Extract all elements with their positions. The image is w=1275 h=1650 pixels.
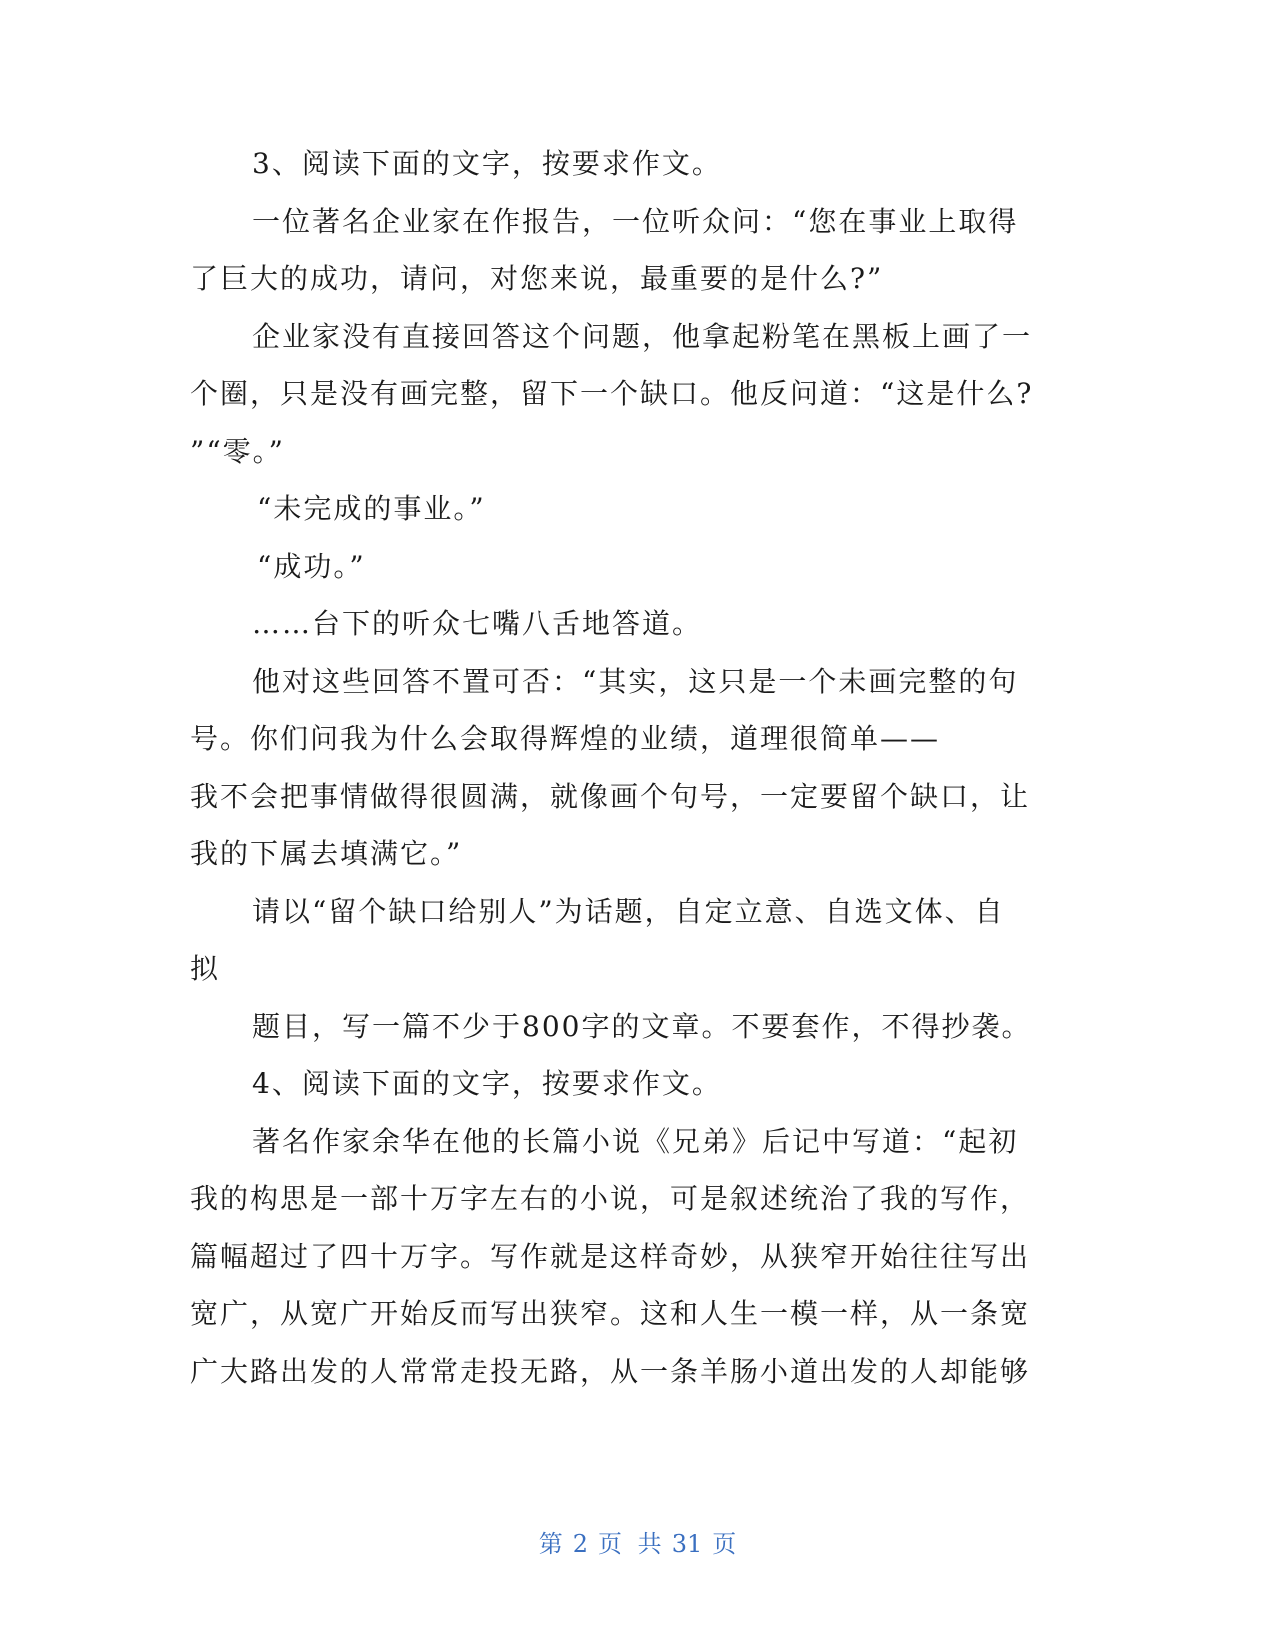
text-line: 企业家没有直接回答这个问题，他拿起粉笔在黑板上画了一	[252, 320, 1033, 353]
footer-middle: 页 共	[598, 1530, 662, 1558]
footer-suffix: 页	[712, 1530, 737, 1558]
text-line: 拟	[190, 952, 221, 985]
footer-total-pages: 31	[671, 1530, 703, 1558]
text-line: 4、阅读下面的文字，按要求作文。	[252, 1067, 722, 1100]
text-line: 广大路出发的人常常走投无路，从一条羊肠小道出发的人却能够	[190, 1355, 1031, 1388]
text-line: 宽广，从宽广开始反而写出狭窄。这和人生一模一样，从一条宽	[190, 1297, 1031, 1330]
text-line: 我的构思是一部十万字左右的小说，可是叙述统治了我的写作，	[190, 1182, 1031, 1215]
footer-page-number: 2	[572, 1530, 589, 1558]
text-line: ”“零。”	[190, 435, 285, 468]
text-line: 我的下属去填满它。”	[190, 837, 463, 870]
text-line: 我不会把事情做得很圆满，就像画个句号，一定要留个缺口，让	[190, 780, 1031, 813]
text-line: 题目，写一篇不少于800字的文章。不要套作，不得抄袭。	[252, 1010, 1032, 1043]
text-line: ……台下的听众七嘴八舌地答道。	[252, 607, 703, 640]
text-line: 一位著名企业家在作报告，一位听众问：“您在事业上取得	[252, 205, 1019, 238]
text-line: “未完成的事业。”	[257, 492, 486, 525]
text-line: 著名作家余华在他的长篇小说《兄弟》后记中写道：“起初	[252, 1125, 1019, 1158]
footer-prefix: 第	[538, 1530, 563, 1558]
text-line: 他对这些回答不置可否：“其实，这只是一个未画完整的句	[252, 665, 1019, 698]
text-line: 3、阅读下面的文字，按要求作文。	[252, 147, 722, 180]
text-line: 篇幅超过了四十万字。写作就是这样奇妙，从狭窄开始往往写出	[190, 1240, 1031, 1273]
page-footer	[0, 1528, 1275, 1560]
text-line: 个圈，只是没有画完整，留下一个缺口。他反问道：“这是什么?	[190, 377, 1034, 410]
text-line: 了巨大的成功，请问，对您来说，最重要的是什么?”	[190, 262, 884, 295]
text-line: 号。你们问我为什么会取得辉煌的业绩，道理很简单——	[190, 722, 941, 755]
text-line: “成功。”	[257, 550, 366, 583]
text-line: 请以“留个缺口给别人”为话题，自定立意、自选文体、自	[252, 895, 1005, 928]
